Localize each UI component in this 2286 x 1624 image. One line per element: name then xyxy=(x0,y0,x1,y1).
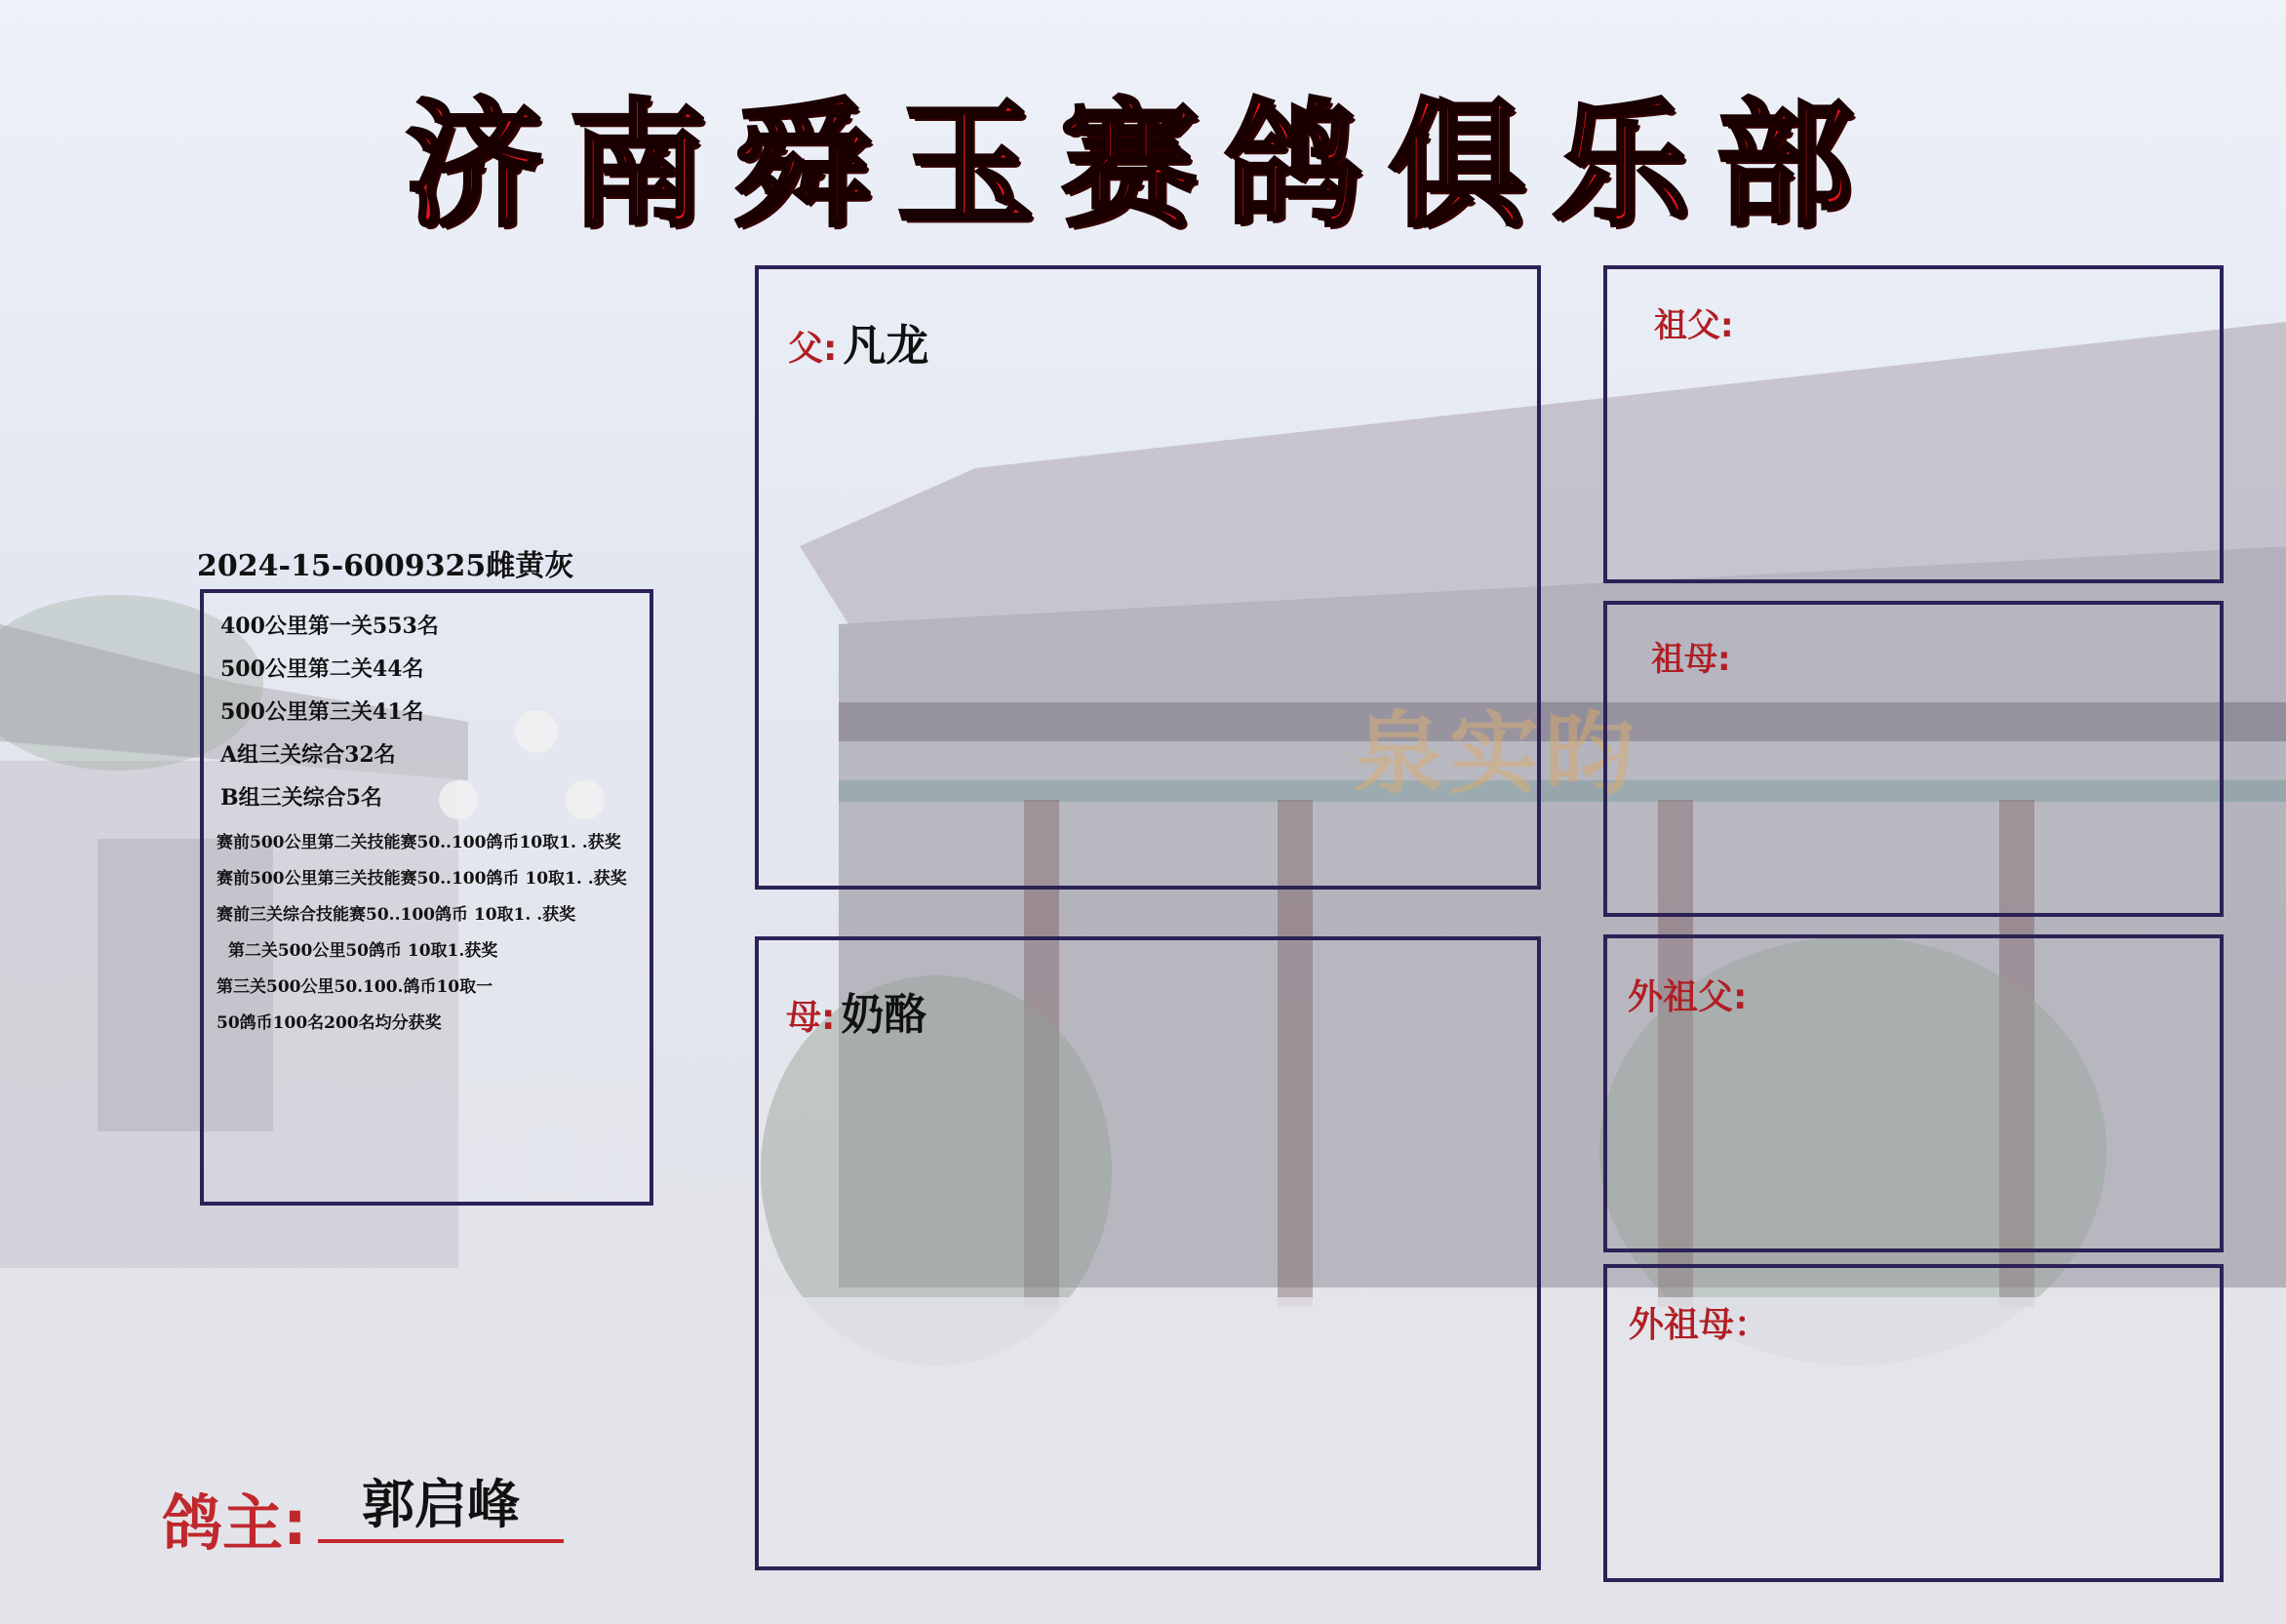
father-name: 凡龙 xyxy=(843,321,929,371)
skill-race-item: 赛前三关综合技能赛50..100鸽币 10取1. .获奖 xyxy=(217,905,576,925)
skill-race-item: 赛前500公里第二关技能赛50..100鸽币10取1. .获奖 xyxy=(217,833,621,852)
skill-race-item: 50鸽币100名200名均分获奖 xyxy=(217,1013,442,1033)
club-title: 济南舜玉赛鸽俱乐部 xyxy=(405,86,1880,246)
skill-race-item: 赛前500公里第三关技能赛50..100鸽币 10取1. .获奖 xyxy=(217,869,627,889)
mother-label xyxy=(786,979,926,1042)
paternal-grandmother-colon: : xyxy=(1717,640,1731,679)
paternal-grandmother-label-text: 祖母 xyxy=(1651,640,1717,679)
paternal-grandfather-label xyxy=(1654,298,1734,346)
maternal-grandfather-colon: : xyxy=(1733,977,1748,1017)
achievement-item: B组三关综合5名 xyxy=(220,785,382,811)
mother-name: 奶酪 xyxy=(841,990,927,1040)
owner-label-text: 鸽主 xyxy=(162,1487,284,1559)
ring-number: 2024-15-6009325雌黄灰 xyxy=(197,549,574,583)
achievement-item: 400公里第一关553名 xyxy=(220,614,439,639)
paternal-grandmother-label xyxy=(1651,632,1731,680)
maternal-grandmother-colon: ： xyxy=(1734,1305,1770,1345)
skill-race-item: 第三关500公里50.100.鸽币10取一 xyxy=(217,977,493,997)
father-colon: : xyxy=(823,329,838,369)
skill-race-item: 第二关500公里50鸽币 10取1.获奖 xyxy=(217,941,498,961)
achievement-item: 500公里第二关44名 xyxy=(220,656,424,682)
mother-label-text: 母 xyxy=(786,998,822,1038)
owner-label xyxy=(162,1475,307,1562)
achievements-list xyxy=(220,605,650,819)
maternal-grandfather-label-text: 外祖父 xyxy=(1628,977,1734,1017)
owner-colon: : xyxy=(283,1487,307,1559)
maternal-grandfather-label xyxy=(1628,970,1747,1019)
paternal-grandfather-colon: : xyxy=(1720,306,1734,345)
owner-underline xyxy=(318,1539,564,1543)
father-label xyxy=(788,310,928,373)
maternal-grandmother-label xyxy=(1629,1297,1769,1347)
achievement-item: A组三关综合32名 xyxy=(220,742,396,768)
achievement-item: 500公里第三关41名 xyxy=(220,699,424,725)
maternal-grandmother-label-text: 外祖母 xyxy=(1629,1305,1735,1345)
owner-name: 郭启峰 xyxy=(362,1474,520,1535)
skill-race-list xyxy=(217,825,704,1042)
mother-colon: : xyxy=(821,998,836,1038)
father-label-text: 父 xyxy=(788,329,824,369)
paternal-grandfather-label-text: 祖父 xyxy=(1654,306,1720,345)
watermark-text: 泉实昀 xyxy=(1354,701,1641,807)
